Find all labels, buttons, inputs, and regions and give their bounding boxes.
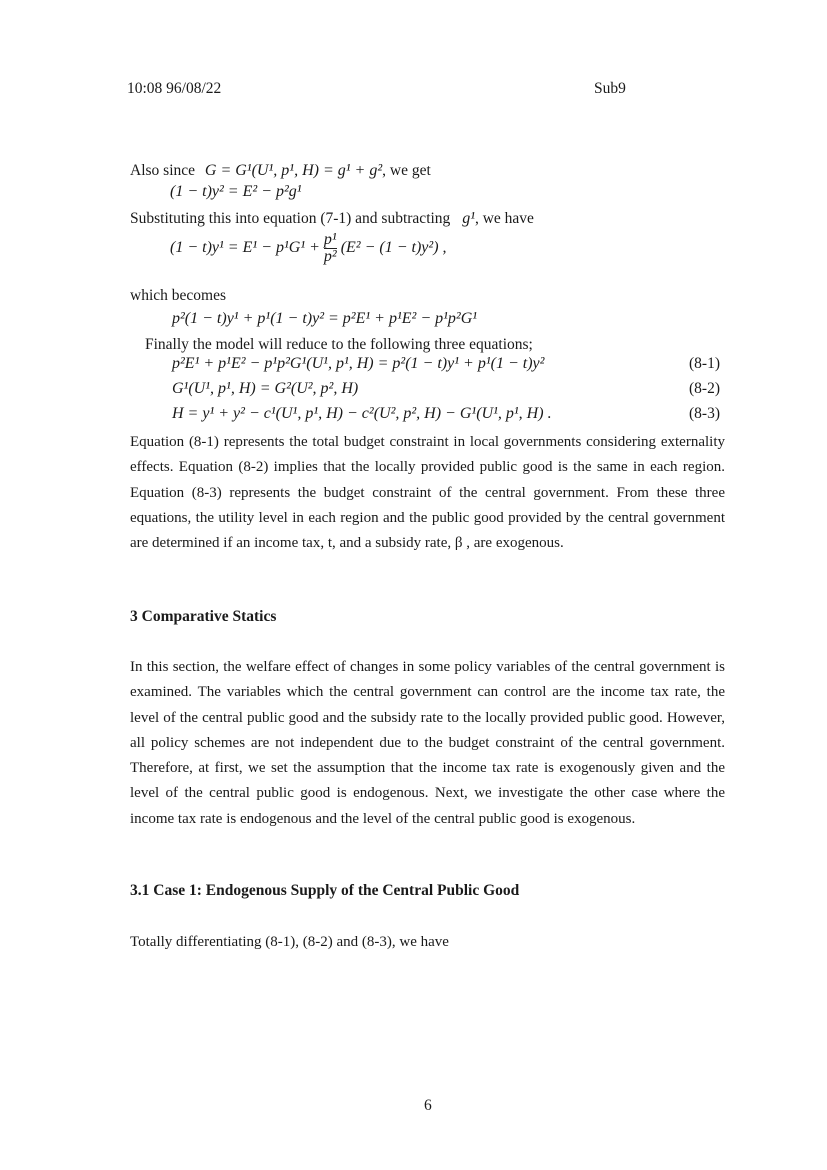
equation-a: (1 − t)y² = E² − p²g¹ xyxy=(170,183,302,200)
finally-line: Finally the model will reduce to the following three equations; xyxy=(145,336,533,353)
equation-b-fraction xyxy=(324,232,337,265)
substituting-line xyxy=(130,206,534,231)
also-since-prefix: Also since xyxy=(130,162,196,179)
also-since-line xyxy=(130,158,431,183)
equation-8-3: H = y¹ + y² − c¹(U¹, p¹, H) − c²(U², p², H) − G¹(U¹, p¹, H) . xyxy=(172,405,552,422)
equation-c: p²(1 − t)y¹ + p¹(1 − t)y² = p²E¹ + p¹E² − p¹p²G¹ xyxy=(172,310,478,327)
also-since-equation: G = G¹(U¹, p¹, H) = g¹ + g² xyxy=(204,162,383,179)
equation-b-right: (E² − (1 − t)y²) , xyxy=(340,239,447,257)
which-becomes: which becomes xyxy=(130,287,226,304)
paragraph-equations-explanation: Equation (8-1) represents the total budget constraint in local governments considering externality effects. Equation (8-2) implies that the locally provided public good is the same in each region. Equation (8-3) represents the budget constraint of the central government. From these three equations, the utility level in each region and the public good provided by the central government are determined if an income tax, t, and a subsidy rate, β , are exogenous. xyxy=(130,434,725,552)
header-document-id: Sub9 xyxy=(594,80,626,97)
equation-8-3-number: (8-3) xyxy=(689,405,720,422)
equation-8-1: p²E¹ + p¹E² − p¹p²G¹(U¹, p¹, H) = p²(1 − t)y¹ + p¹(1 − t)y² xyxy=(172,355,545,372)
equation-8-2: G¹(U¹, p¹, H) = G²(U², p², H) xyxy=(172,380,359,397)
section-heading-3: 3 Comparative Statics xyxy=(130,608,277,625)
page-number: 6 xyxy=(424,1097,432,1114)
header-timestamp: 10:08 96/08/22 xyxy=(127,80,222,97)
also-since-suffix: , we get xyxy=(382,162,431,179)
equation-b-left: (1 − t)y¹ = E¹ − p¹G¹ + xyxy=(170,239,320,257)
paragraph-totally-differentiating: Totally differentiating (8-1), (8-2) and (8-3), we have xyxy=(130,934,449,950)
equation-b xyxy=(170,232,447,265)
fraction-numerator: p¹ xyxy=(323,231,337,248)
fraction-denominator: p² xyxy=(323,248,337,265)
subtracting-variable: g¹ xyxy=(462,210,475,227)
equation-8-1-number: (8-1) xyxy=(689,355,720,372)
section-heading-3-1: 3.1 Case 1: Endogenous Supply of the Central Public Good xyxy=(130,882,520,899)
substituting-text: Substituting this into equation (7-1) and subtracting xyxy=(130,210,451,227)
substituting-suffix: , we have xyxy=(474,210,534,227)
paragraph-comparative-statics: In this section, the welfare effect of changes in some policy variables of the central government is examined. The variables which the central government can control are the income tax rate, the level of the central public good and the subsidy rate to the locally provided public good. However, all policy schemes are not independent due to the budget constraint of the central government. Therefore, at first, we set the assumption that the income tax rate is exogenously given and the level of the central public good is endogenous. Next, we investigate the other case where the income tax rate is endogenous and the level of the central public good is exogenous. xyxy=(130,659,725,827)
equation-8-2-number: (8-2) xyxy=(689,380,720,397)
